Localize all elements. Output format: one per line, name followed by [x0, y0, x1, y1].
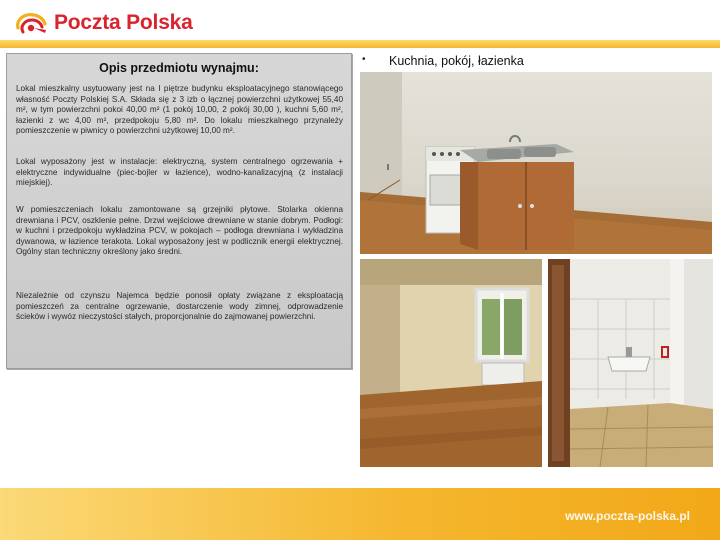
photos-heading — [362, 54, 712, 68]
header — [0, 0, 720, 48]
bathroom-photo — [548, 259, 713, 467]
photos-heading-label: Kuchnia, pokój, łazienka — [389, 54, 524, 68]
description-paragraph: Lokal wyposażony jest w instalacje: elektryczną, system centralnego ogrzewania + elektryczne indywidualne (piec-bojler w łazience), wodno-kanalizacyjną (z instalacji miejskiej). — [16, 157, 343, 188]
header-accent-bar — [0, 40, 720, 48]
posthorn-icon — [14, 10, 48, 36]
kitchen-photo — [360, 72, 712, 254]
description-paragraph: Lokal mieszkalny usytuowany jest na I piętrze budynku eksploatacyjnego stanowiącego własność Poczty Polskiej S.A. Składa się z 3 izb o łącznej powierzchni użytkowej 55,40 m², w tym powierzchni pokoi 40,00 m² (1 pokój 10,00, 2 pokój 30,00 ), kuchni 5,60 m², łazienki z wc 4,00 m², przedpokoju 5,80 m². Do lokalu mieszkalnego przynależy pomieszczenie w piwnicy o powierzchni użytkowej 10,00 m². — [16, 84, 343, 136]
description-title: Opis przedmiotu wynajmu: — [99, 61, 259, 75]
room-photo — [360, 259, 542, 467]
footer-website-link[interactable]: www.poczta-polska.pl — [565, 509, 690, 523]
description-panel — [6, 53, 352, 369]
brand-name: Poczta Polska — [54, 11, 193, 34]
poczta-polska-logo — [14, 8, 193, 38]
footer-bar — [0, 488, 720, 540]
bullet-icon: • — [362, 54, 366, 65]
description-paragraph: Niezależnie od czynszu Najemca będzie ponosił opłaty związane z eksploatacją pomieszczeń za centralne ogrzewanie, dostarczenie wody zimnej, odprowadzenie ścieków i wywóz nieczystości stałych, proporcjonalnie do zajmowanej powierzchni. — [16, 291, 343, 322]
description-paragraph: W pomieszczeniach lokalu zamontowane są grzejniki płytowe. Stolarka okienna drewniana i PCV, oszklenie pełne. Drzwi wejściowe drewniane w stanie dobrym. Podłogi: w kuchni i przedpokoju wykładzina PCV, w pokojach – podłoga drewniana i wykładzina dywanowa, w łazience terakota. Lokal wyposażony jest w podlicznik energii elektrycznej. Ogólny stan techniczny określony jako średni. — [16, 205, 343, 257]
